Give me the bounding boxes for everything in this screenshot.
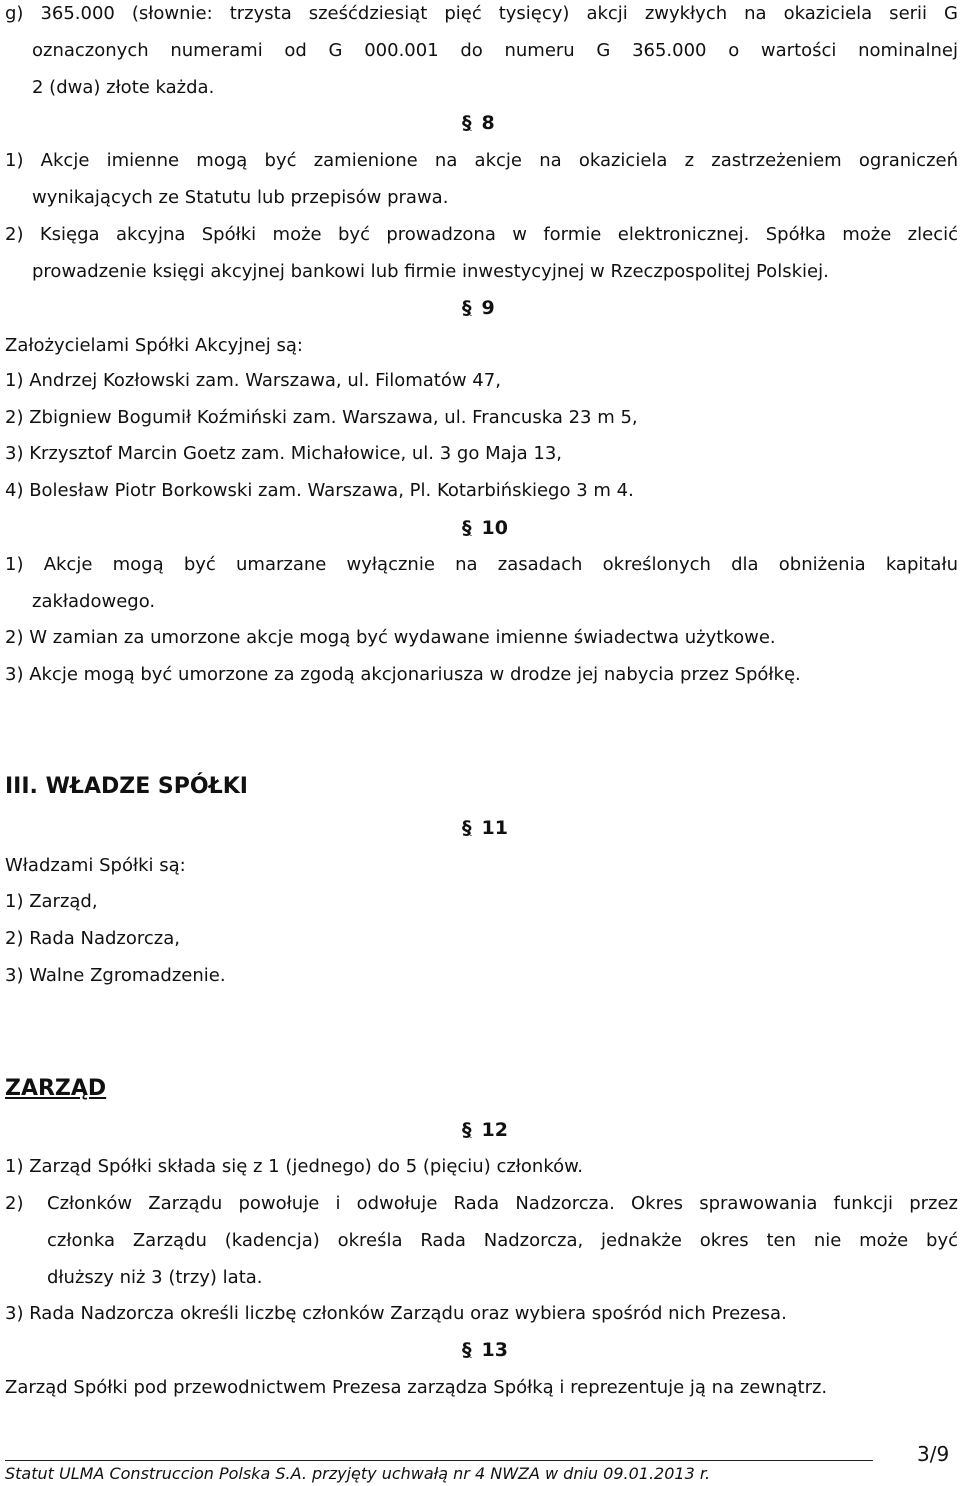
section-number: 11 — [481, 817, 508, 839]
s12-p2-line-3: dłuższy niż 3 (trzy) lata. — [47, 1267, 263, 1288]
s10-p1-line-1: 1) Akcje mogą być umarzane wyłącznie na zasadach określonych dla obniżenia kapitału — [5, 554, 958, 575]
section-10-heading — [462, 517, 508, 539]
footer-divider — [5, 1460, 873, 1461]
founder-item: 3) Krzysztof Marcin Goetz zam. Michałowice, ul. 3 go Maja 13, — [5, 443, 563, 464]
section-symbol: § — [462, 1119, 472, 1141]
page-number: 3/9 — [917, 1442, 950, 1466]
section-number: 10 — [481, 517, 508, 539]
section-symbol: § — [462, 817, 472, 839]
s8-p2-line-1: 2) Księga akcyjna Spółki może być prowadzona w formie elektronicznej. Spółka może zlecić — [5, 224, 958, 245]
g-item-line-1: g) 365.000 (słownie: trzysta sześćdziesiąt pięć tysięcy) akcji zwykłych na okaziciela serii G — [5, 3, 958, 24]
section-number: 9 — [481, 297, 495, 319]
founder-item: 4) Bolesław Piotr Borkowski zam. Warszawa, Pl. Kotarbińskiego 3 m 4. — [5, 480, 634, 501]
founder-item: 1) Andrzej Kozłowski zam. Warszawa, ul. Filomatów 47, — [5, 370, 501, 391]
authority-item: 3) Walne Zgromadzenie. — [5, 965, 226, 986]
section-13-heading — [462, 1339, 508, 1361]
section-8-heading — [462, 112, 495, 134]
section-symbol: § — [462, 297, 472, 319]
board-heading: ZARZĄD — [5, 1076, 107, 1101]
s8-p2-line-2: prowadzenie księgi akcyjnej bankowi lub firmie inwestycyjnej w Rzeczpospolitej Polskiej. — [32, 261, 829, 282]
section-symbol: § — [462, 1339, 472, 1361]
g-item-line-2: oznaczonych numerami od G 000.001 do numeru G 365.000 o wartości nominalnej — [32, 40, 958, 61]
s13-text: Zarząd Spółki pod przewodnictwem Prezesa zarządza Spółką i reprezentuje ją na zewnątrz. — [5, 1377, 828, 1398]
section-12-heading — [462, 1119, 508, 1141]
s12-p1: 1) Zarząd Spółki składa się z 1 (jednego) do 5 (pięciu) członków. — [5, 1156, 583, 1177]
chapter-heading: III. WŁADZE SPÓŁKI — [5, 774, 248, 799]
authority-item: 1) Zarząd, — [5, 891, 98, 912]
section-number: 13 — [481, 1339, 508, 1361]
section-11-heading — [462, 817, 508, 839]
s12-p3: 3) Rada Nadzorcza określi liczbę członków Zarządu oraz wybiera spośród nich Prezesa. — [5, 1303, 787, 1324]
s8-p1-line-1: 1) Akcje imienne mogą być zamienione na akcje na okaziciela z zastrzeżeniem ograniczeń — [5, 150, 958, 171]
s12-p2-line-1: Członków Zarządu powołuje i odwołuje Rada Nadzorcza. Okres sprawowania funkcji przez — [47, 1193, 958, 1214]
s11-intro: Władzami Spółki są: — [5, 855, 186, 876]
section-symbol: § — [462, 517, 472, 539]
founder-item: 2) Zbigniew Bogumił Koźmiński zam. Warszawa, ul. Francuska 23 m 5, — [5, 407, 638, 428]
footer-text: Statut ULMA Construccion Polska S.A. przyjęty uchwałą nr 4 NWZA w dniu 09.01.2013 r. — [5, 1464, 711, 1483]
s8-p1-line-2: wynikających ze Statutu lub przepisów prawa. — [32, 187, 449, 208]
g-item-line-3: 2 (dwa) złote każda. — [32, 77, 215, 98]
s9-intro: Założycielami Spółki Akcyjnej są: — [5, 335, 303, 356]
s10-p1-line-2: zakładowego. — [32, 591, 156, 612]
section-number: 12 — [481, 1119, 508, 1141]
s10-p3: 3) Akcje mogą być umorzone za zgodą akcjonariusza w drodze jej nabycia przez Spółkę. — [5, 664, 801, 685]
s12-p2-line-2: członka Zarządu (kadencja) określa Rada Nadzorcza, jednakże okres ten nie może być — [47, 1230, 958, 1251]
section-number: 8 — [481, 112, 495, 134]
s10-p2: 2) W zamian za umorzone akcje mogą być wydawane imienne świadectwa użytkowe. — [5, 627, 776, 648]
section-9-heading — [462, 297, 495, 319]
authority-item: 2) Rada Nadzorcza, — [5, 928, 180, 949]
s12-p2-number: 2) — [5, 1193, 24, 1214]
section-symbol: § — [462, 112, 472, 134]
